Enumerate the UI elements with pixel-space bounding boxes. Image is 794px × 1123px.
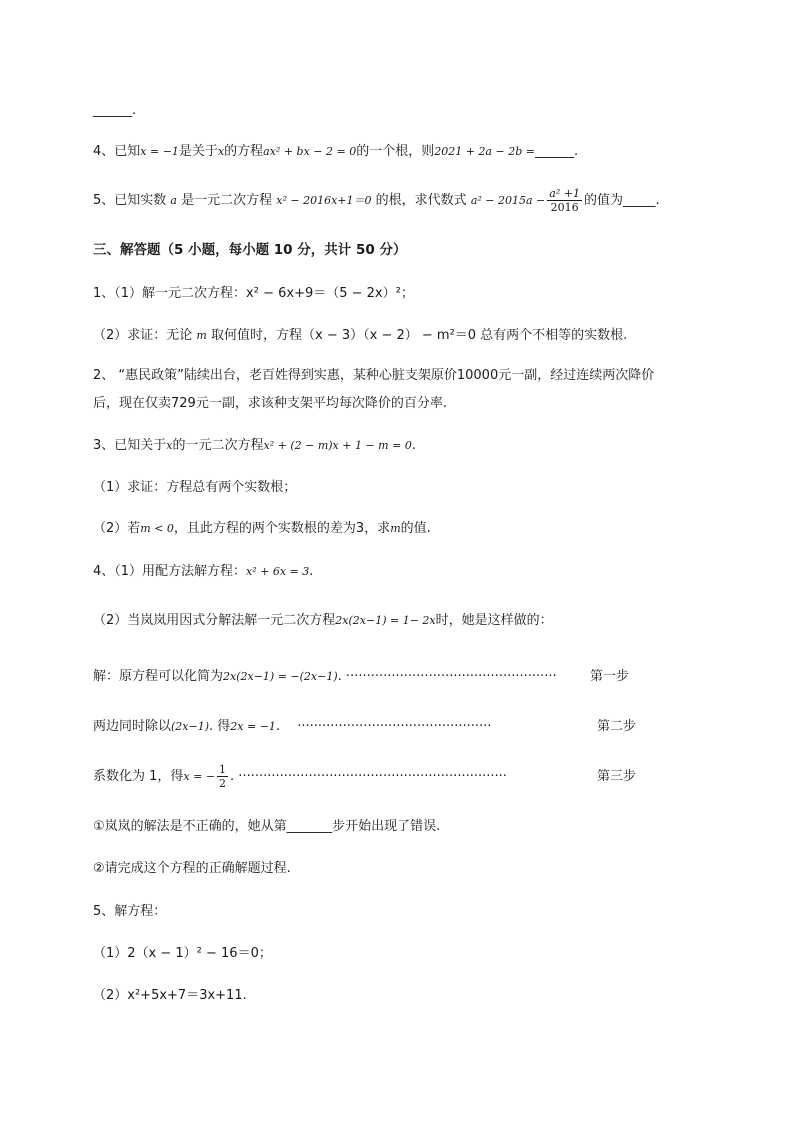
problem-2-line-2: 后，现在仅卖729元一副，求该种支架平均每次降价的百分率. [93,396,447,411]
p4-part2-equation: 2x(2x−1) = 1− 2x [335,614,436,627]
problem-4-question-b: ②请完成这个方程的正确解题过程. [93,861,291,876]
q5-prefix: 5、已知实数 [93,193,167,208]
q4-mid2: 的方程 [224,144,264,159]
step2-equation: 2x = −1 [230,720,276,733]
section-3-heading: 三、解答题（5 小题，每小题 10 分，共计 50 分） [93,242,407,258]
fill-question-5 [93,186,660,216]
p3-stem-prefix: 3、已知关于 [93,438,167,453]
q4-mid1: 是关于 [178,144,218,159]
p3-stem-var: x [166,439,173,452]
p3-stem-mid: 的一元二次方程 [172,438,264,453]
q5-mid2: 的根，求代数式 [375,193,467,208]
step1-dots: . ··················································· [337,669,557,684]
p3-part2-condition: m < 0 [140,522,174,535]
p4-part2-prefix: （2）当岚岚用因式分解法解一元二次方程 [93,613,336,628]
p3-part2-var: m [390,522,401,535]
problem-5-part-1: （1）2（x − 1）² − 16＝0； [93,946,272,961]
solution-step-1 [93,668,557,686]
p3-stem-end: . [411,438,416,453]
q5-suffix: 的值为_____. [583,193,660,208]
step3-frac-den: 2 [219,777,227,790]
step2-divisor: (2x−1) [171,720,210,733]
problem-1-part-2 [93,327,627,345]
p1-part2-label: （2）求证：无论 [93,328,193,343]
page-top-blank: ______. [93,103,137,118]
problem-3-part-1: （1）求证：方程总有两个实数根； [93,480,297,495]
q5-equation: x² − 2016x+1＝0 [276,194,372,207]
fill-question-4 [93,143,578,161]
p1-part1-label: 1、（1）解一元二次方程： [93,286,247,301]
p1-part2-text: 取何值时，方程（x − 3）（x − 2） − m²＝0 总有两个不相等的实数根. [211,328,628,343]
solution-step-2 [93,718,491,736]
q5-frac-num: a² +1 [549,187,580,200]
problem-4-part-1 [93,563,313,581]
p1-part2-var: m [196,329,207,342]
q5-fraction [547,187,582,214]
p3-part2-prefix: （2）若 [93,521,141,536]
q5-mid1: 是一元二次方程 [181,193,273,208]
step2-dots: . ··············································· [275,719,492,734]
problem-4-question-a: ①岚岚的解法是不正确的，她从第_______步开始出现了错误. [93,819,441,834]
p3-part2-mid: ，且此方程的两个实数根的差为3，求 [173,521,391,536]
step2-mid: . 得 [209,719,231,734]
q4-prefix: 4、已知 [93,144,141,159]
p4-part1-label: 4、（1）用配方法解方程： [93,564,247,579]
q5-var: a [170,194,177,207]
p4-part2-end: 时，她是这样做的： [435,613,553,628]
p3-stem-equation: x² + (2 − m)x + 1 − m = 0 [263,439,412,452]
problem-3-stem [93,437,416,455]
problem-1-part-1 [93,285,414,303]
q4-blank: ______. [534,144,579,159]
step1-equation: 2x(2x−1) = −(2x−1) [223,670,338,683]
solution-step-3 [93,760,507,794]
problem-2-line-1: 2、 “惠民政策”陆续出台，老百姓得到实惠，某种心脏支架原价10000元一副，经过连续两次降价 [93,368,655,383]
q4-mid3: 的一个根，则 [356,144,435,159]
step1-label: 第一步 [590,669,630,684]
problem-5-part-2: （2）x²+5x+7＝3x+11. [93,988,247,1003]
p3-part2-end: 的值. [400,521,431,536]
problem-3-part-2 [93,520,431,538]
p1-part1-equation: x² − 6x+9＝（5 − 2x）²； [246,286,414,301]
q5-expr: a² − 2015a − [470,194,546,207]
step2-label: 第二步 [597,719,637,734]
step3-label: 第三步 [597,769,637,784]
step2-prefix: 两边同时除以 [93,719,172,734]
step1-prefix: 解：原方程可以化简为 [93,669,224,684]
q4-equation: ax² + bx − 2 = 0 [263,145,357,158]
problem-4-part-2 [93,612,553,630]
step3-dots: . ································································· [230,769,507,784]
q4-expr: 2021 + 2a − 2b = [434,145,535,158]
q4-condition: x = −1 [140,145,179,158]
q5-frac-den: 2016 [550,201,579,214]
step3-equation: x = − [183,770,216,783]
q4-var: x [217,145,225,158]
p4-part1-end: . [309,564,314,579]
step3-prefix: 系数化为 1，得 [93,769,184,784]
problem-5-label: 5、解方程： [93,904,167,919]
step3-frac-num: 1 [219,763,227,776]
p4-part1-equation: x² + 6x = 3 [246,565,310,578]
step3-fraction [217,763,228,790]
